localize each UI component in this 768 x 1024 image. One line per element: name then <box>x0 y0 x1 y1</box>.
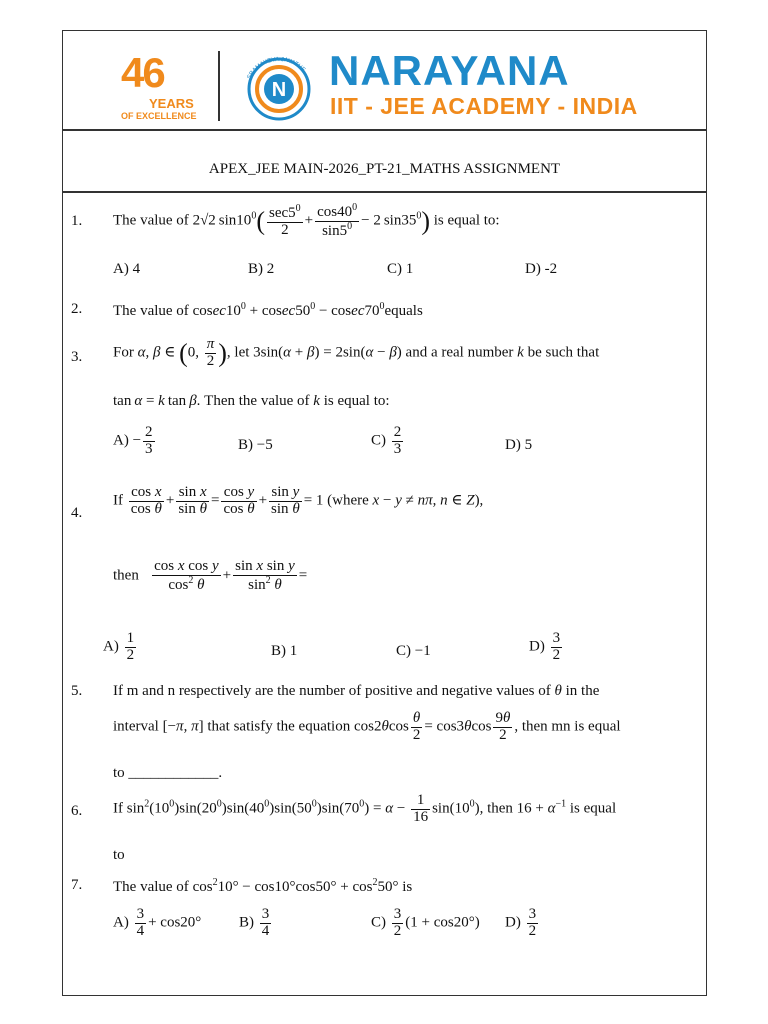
assignment-title: APEX_JEE MAIN-2026_PT-21_MATHS ASSIGNMENT <box>208 161 561 177</box>
header-divider <box>218 51 220 121</box>
header-rule <box>63 129 706 131</box>
option-b: B) $\frac{3}{4}$ <box>239 906 270 939</box>
title-rule <box>63 191 706 193</box>
question-number: 3. <box>71 349 83 365</box>
option-a: A) − $\frac{2}{3}$ <box>113 424 153 457</box>
option-c: C) −1 <box>396 643 431 659</box>
question-number: 4. <box>71 505 83 521</box>
brand-name: NARAYANA <box>329 47 570 94</box>
question-text: For α, β ∈ (0, $\frac{\pi}{2}$ ), let 3sin(α + β) = 2sin(α − β) and a real number k be such that <box>113 336 600 369</box>
question-number: 6. <box>71 803 83 819</box>
question-text: If $\sin^2(10^0)\sin(20^0)\sin(40^0)\sin(50^0)\sin(70^0) = \alpha$ − $\frac{1}{16}$ $\sin(10^0)$, then $16 + \alpha^{-1}$ is equal <box>113 792 617 825</box>
option-a: A) 4 <box>113 261 141 277</box>
option-a: A) $\frac{1}{2}$ <box>103 630 135 663</box>
badge-years: YEARS <box>149 96 194 111</box>
badge-number: 46 <box>121 49 164 96</box>
question-text: The value of 2√2 $\sin 10^0$( $\frac{\sec 5^0}{2}$ + $\frac{\cos 40^0}{\sin 5^0}$ − 2 $\sin 35^0$) is equal to: <box>113 202 500 239</box>
option-d: D) $\frac{3}{2}$ <box>505 906 537 939</box>
option-b: B) 1 <box>271 643 298 659</box>
question-text: The value of $cosec10^0 + cosec50^0$ − $cosec70^0equals$ <box>113 301 423 319</box>
option-d: D) 5 <box>505 437 533 453</box>
option-a: A) $\frac{3}{4}$ + cos20° <box>113 906 202 939</box>
question-number: 7. <box>71 877 83 893</box>
header <box>63 31 706 129</box>
question-text-line-2: to <box>113 847 125 863</box>
question-text-line-2: tan α = k tan β. Then the value of k is equal to: <box>113 393 390 409</box>
badge-excellence: OF EXCELLENCE <box>121 111 197 121</box>
question-text: If $\frac{\text{cos x}}{\text{cos θ}}$ + $\frac{\text{sin x}}{\text{sin θ}}$ = $\frac{\text{cos y}}{\text{cos θ}}$ + $\frac{\text{sin y}}{\text{sin θ}}$ = 1 (where x − y ≠ nπ, n ∈ Z), <box>113 484 484 517</box>
option-d: D) $\frac{3}{2}$ <box>529 630 561 663</box>
svg-text:SRAMAYEVA JAYATHE: SRAMAYEVA JAYATHE <box>246 56 307 81</box>
brand-tagline: IIT - JEE ACADEMY - INDIA <box>330 93 638 119</box>
option-c: C) $\frac{2}{3}$ <box>371 424 402 457</box>
question-text-line-2: then $\frac{\text{cos x cos y}}{\cos^2 \theta}$ + $\frac{\text{sin x sin y}}{\sin^2 \theta}$ = <box>113 558 308 593</box>
question-text-line-2: interval [−π, π] that satisfy the equation cos2θcos $\frac{\theta}{2}$ = cos3θcos $\frac{9\theta}{2}$ , then mn is equal <box>113 710 621 743</box>
narayana-seal-icon <box>235 49 323 121</box>
option-c: C) 1 <box>387 261 414 277</box>
option-d: D) -2 <box>525 261 558 277</box>
question-number: 1. <box>71 213 83 229</box>
question-text: If m and n respectively are the number of positive and negative values of θ in the <box>113 683 600 699</box>
option-b: B) −5 <box>238 437 273 453</box>
option-c: C) $\frac{3}{2}$ (1 + cos20°) <box>371 906 480 939</box>
option-b: B) 2 <box>248 261 275 277</box>
question-text-line-3: to ____________. <box>113 765 223 781</box>
svg-text:N: N <box>271 79 287 101</box>
question-text: The value of $\cos^210^\circ - \cos 10^\circ\cos 50^\circ + \cos^250^\circ$ is <box>113 877 413 895</box>
question-number: 5. <box>71 683 83 699</box>
anniversary-badge <box>121 51 209 121</box>
question-sheet <box>62 30 707 996</box>
question-number: 2. <box>71 301 83 317</box>
